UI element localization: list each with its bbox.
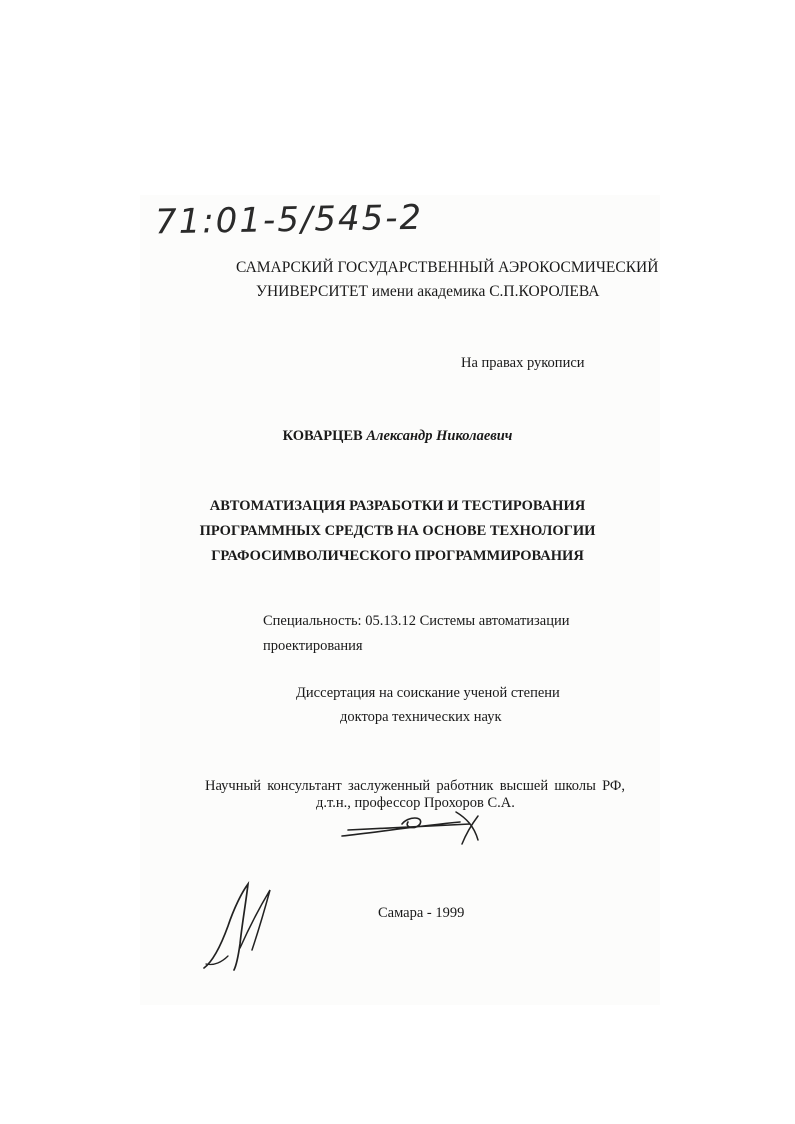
- author-given-names: Александр Николаевич: [366, 428, 513, 444]
- consultant-line-1: Научный консультант заслуженный работник высшей школы РФ,: [205, 778, 625, 794]
- archive-code-handwritten: 71:01-5/545-2: [154, 197, 424, 243]
- city-year: Самара - 1999: [378, 905, 465, 921]
- dissertation-title: [0, 494, 795, 569]
- title-line: ПРОГРАММНЫХ СРЕДСТВ НА ОСНОВЕ ТЕХНОЛОГИИ: [199, 523, 596, 539]
- rights-note: На правах рукописи: [461, 355, 585, 371]
- title-line: ГРАФОСИМВОЛИЧЕСКОГО ПРОГРАММИРОВАНИЯ: [211, 548, 584, 564]
- consultant-signature: [338, 808, 498, 850]
- specialty-line-2: проектирования: [263, 638, 363, 654]
- title-line: АВТОМАТИЗАЦИЯ РАЗРАБОТКИ И ТЕСТИРОВАНИЯ: [209, 498, 586, 514]
- university-name-line-1: САМАРСКИЙ ГОСУДАРСТВЕННЫЙ АЭРОКОСМИЧЕСКИЙ: [236, 259, 659, 276]
- consultant-line-2: д.т.н., профессор Прохоров С.А.: [316, 795, 515, 811]
- specialty-line-1: Специальность: 05.13.12 Системы автоматизации: [263, 613, 570, 629]
- university-name-line-2: УНИВЕРСИТЕТ имени академика С.П.КОРОЛЕВА: [256, 283, 600, 300]
- author-signature: [198, 878, 278, 974]
- author-name: [0, 426, 795, 446]
- degree-line-2: доктора технических наук: [340, 709, 502, 725]
- degree-line-1: Диссертация на соискание ученой степени: [296, 685, 560, 701]
- author-surname: КОВАРЦЕВ: [282, 428, 363, 444]
